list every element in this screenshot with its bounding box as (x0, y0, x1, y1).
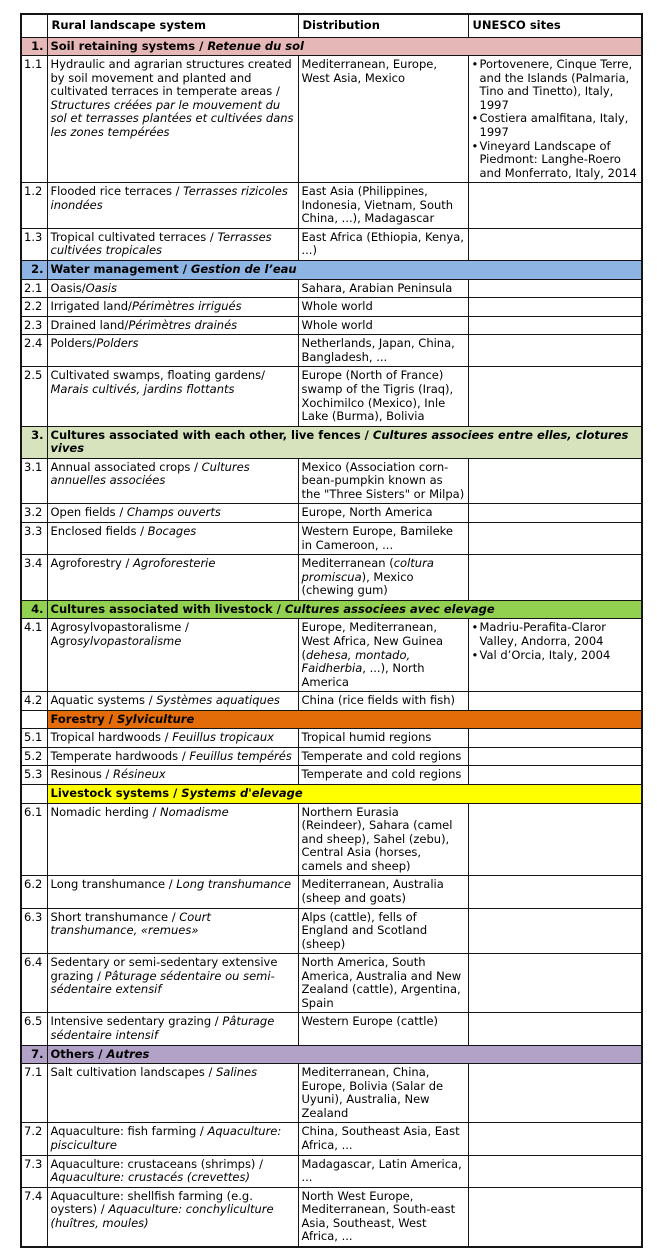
text-french: Pâturage sédentaire ou semi-sédentaire extensif (50, 968, 275, 997)
header-cell-unesco: UNESCO sites (468, 14, 642, 37)
system-cell (47, 766, 298, 785)
section-title-cell (47, 261, 642, 280)
text-french: Gestion de l’eau (190, 262, 297, 276)
text-french: Champs ouverts (126, 505, 221, 520)
distribution-cell (298, 1013, 468, 1045)
text-french: Feuillus tempérés (189, 748, 292, 763)
table-row (21, 1187, 642, 1247)
text-english: Oasis/ (50, 280, 86, 295)
table-row (21, 458, 642, 504)
table-row (21, 747, 642, 766)
text-french: Cultures annuelles associées (50, 459, 250, 488)
text-english: Forestry / (50, 711, 117, 726)
table-row (21, 954, 642, 1013)
table-row (21, 1013, 642, 1045)
unesco-cell (468, 1155, 642, 1187)
header-cell-number (21, 14, 47, 37)
table-row (21, 183, 642, 229)
system-cell (47, 1123, 298, 1155)
unesco-cell (468, 367, 642, 426)
text-english: Temperate and cold regions (301, 748, 462, 763)
text-english: Open fields / (50, 505, 127, 520)
unesco-cell (468, 1187, 642, 1247)
text-french: Systems d'elevage (181, 786, 303, 800)
text-english: Tropical hardwoods / (50, 730, 173, 745)
system-cell (47, 228, 298, 260)
row-number-cell: 7.2 (21, 1123, 47, 1155)
text-english: Cultivated swamps, floating gardens/ (50, 368, 266, 383)
text-french: Marais cultivés, jardins flottants (50, 381, 235, 396)
section-header-row (21, 785, 642, 804)
text-english: Mediterranean, Europe, West Asia, Mexico (301, 57, 437, 85)
text-english: , ...), North America (301, 661, 425, 689)
text-french: Périmètres drainés (128, 317, 238, 332)
text-french: Polders (96, 336, 139, 351)
row-number-cell: 6.4 (21, 954, 47, 1013)
text-english: ), Mexico (chewing gum) (301, 569, 414, 598)
system-cell (47, 555, 298, 601)
text-english: Europe, North America (301, 505, 433, 520)
row-number-cell: 5.1 (21, 729, 47, 748)
unesco-cell (468, 228, 642, 260)
text-english: Aquaculture: fish farming / (50, 1124, 208, 1139)
unesco-cell (468, 279, 642, 298)
unesco-cell (468, 1013, 642, 1045)
text-english: Irrigated land/ (50, 299, 132, 314)
row-number-cell: 6.5 (21, 1013, 47, 1045)
unesco-cell (468, 183, 642, 229)
unesco-cell (468, 803, 642, 876)
text-english: Agrosylvopastoralisme / Agro (50, 620, 189, 648)
row-number-cell: 1.2 (21, 183, 47, 229)
text-english: Temperate hardwoods / (50, 748, 190, 763)
text-french: Terrasses rizicoles inondées (50, 184, 288, 212)
system-cell (47, 335, 298, 367)
section-number-cell: 3. (21, 426, 47, 458)
text-english: China, Southeast Asia, East Africa, ... (301, 1124, 460, 1152)
section-header-row (21, 37, 642, 56)
distribution-cell (298, 523, 468, 555)
distribution-cell (298, 316, 468, 335)
system-cell (47, 908, 298, 954)
distribution-cell (298, 619, 468, 692)
row-number-cell: 6.1 (21, 803, 47, 876)
table-row (21, 504, 642, 523)
table-row (21, 228, 642, 260)
table-row (21, 876, 642, 908)
system-cell (47, 1187, 298, 1247)
table-row (21, 298, 642, 317)
text-french: Cultures associees entre elles, clotures vives (50, 427, 629, 456)
section-number-cell (21, 710, 47, 729)
text-english: Netherlands, Japan, China, Bangladesh, ... (301, 336, 455, 364)
section-title-cell (47, 710, 642, 729)
table-body (21, 37, 642, 1247)
text-french: Court transhumance, «remues» (50, 909, 211, 938)
section-number-cell: 1. (21, 37, 47, 56)
table-row (21, 1064, 642, 1123)
text-english: Livestock systems / (50, 786, 182, 800)
text-english: North America, South America, Australia and New Zealand (cattle), Argentina, Spain (301, 955, 462, 1010)
row-number-cell: 7.1 (21, 1064, 47, 1123)
text-english: Mediterranean, Australia (sheep and goats) (301, 877, 444, 905)
text-english: Hydraulic and agrarian structures created by soil movement and planted and cultivated terraces in temperate areas / (50, 57, 292, 99)
text-english: Mediterranean ( (301, 556, 394, 571)
row-number-cell: 4.1 (21, 619, 47, 692)
text-english: Water management / (50, 262, 191, 276)
text-french: Bocages (147, 524, 197, 538)
text-french: Agroforesterie (133, 556, 216, 571)
table-row (21, 1123, 642, 1155)
section-title-cell (47, 37, 642, 56)
distribution-cell (298, 1064, 468, 1123)
unesco-cell (468, 1064, 642, 1123)
row-number-cell: 6.2 (21, 876, 47, 908)
rural-landscape-table (20, 13, 643, 1248)
system-cell (47, 56, 298, 183)
text-english: Europe, Mediterranean, West Africa, New Guinea ( (301, 620, 444, 662)
text-english: Cultures associated with livestock / (50, 601, 285, 616)
text-english: Sedentary or semi-sedentary extensive grazing / (50, 955, 278, 983)
distribution-cell (298, 279, 468, 298)
text-english: Aquaculture: shellfish farming (e.g. oysters) / (50, 1188, 253, 1217)
text-french: sylvopastoralisme (77, 633, 182, 648)
section-title-cell (47, 785, 642, 804)
row-number-cell: 3.4 (21, 555, 47, 601)
text-english: Annual associated crops / (50, 459, 202, 474)
table-row (21, 279, 642, 298)
header-cell-distribution: Distribution (298, 14, 468, 37)
table-row (21, 766, 642, 785)
distribution-cell (298, 1123, 468, 1155)
text-french: Nomadisme (160, 804, 229, 819)
bullet-icon: • (471, 620, 479, 635)
bullet-icon: • (471, 111, 479, 126)
distribution-cell (298, 183, 468, 229)
text-english: Alps (cattle), fells of England and Scotland (sheep) (301, 909, 428, 951)
row-number-cell: 2.3 (21, 316, 47, 335)
text-english: North West Europe, Mediterranean, South-east Asia, Southeast, West Africa, ... (301, 1188, 456, 1244)
distribution-cell (298, 298, 468, 317)
row-number-cell: 7.3 (21, 1155, 47, 1187)
unesco-site-item (472, 140, 639, 181)
section-title-cell (47, 426, 642, 458)
unesco-cell (468, 316, 642, 335)
text-french: Périmètres irrigués (131, 299, 242, 314)
text-english: Short transhumance / (50, 909, 180, 924)
row-number-cell: 7.4 (21, 1187, 47, 1247)
system-cell (47, 458, 298, 504)
distribution-cell (298, 876, 468, 908)
text-french: Structures créées par le mouvement du sol et terrasses plantées et cultivées dans les zones tempérées (50, 97, 294, 139)
section-header-row (21, 426, 642, 458)
system-cell (47, 1064, 298, 1123)
unesco-site-item (472, 649, 639, 663)
row-number-cell: 2.1 (21, 279, 47, 298)
unesco-cell (468, 908, 642, 954)
distribution-cell (298, 56, 468, 183)
text-english: Whole world (301, 299, 373, 314)
text-french: Aquaculture: crustacés (crevettes) (50, 1170, 250, 1185)
text-french: Pâturage sédentaire intensif (50, 1014, 275, 1042)
system-cell (47, 279, 298, 298)
text-french: coltura promiscua (301, 556, 434, 584)
text-english: Cultures associated with each other, live fences / (50, 427, 373, 442)
unesco-site-text: Madriu-Perafita-Claror Valley, Andorra, 2004 (479, 620, 606, 648)
row-number-cell: 3.2 (21, 504, 47, 523)
text-english: Salt cultivation landscapes / (50, 1065, 216, 1080)
distribution-cell (298, 766, 468, 785)
unesco-cell (468, 766, 642, 785)
text-french: Sylviculture (116, 711, 195, 726)
table-row (21, 367, 642, 426)
section-header-row (21, 710, 642, 729)
distribution-cell (298, 228, 468, 260)
unesco-cell (468, 56, 642, 183)
text-french: dehesa, montado, Faidherbia (301, 647, 411, 676)
system-cell (47, 1013, 298, 1045)
system-cell (47, 316, 298, 335)
row-number-cell: 3.1 (21, 458, 47, 504)
table-row (21, 908, 642, 954)
text-french: Aquaculture: conchyliculture (huîtres, moules) (50, 1202, 274, 1230)
text-english: Aquatic systems / (50, 693, 157, 708)
distribution-cell (298, 1187, 468, 1247)
distribution-cell (298, 954, 468, 1013)
text-english: Madagascar, Latin America, ... (301, 1156, 462, 1185)
table-row (21, 692, 642, 711)
text-english: East Africa (Ethiopia, Kenya, ...) (301, 229, 464, 258)
text-english: Mediterranean, China, Europe, Bolivia (Salar de Uyuni), Australia, New Zealand (301, 1065, 444, 1120)
system-cell (47, 298, 298, 317)
distribution-cell (298, 729, 468, 748)
header-row (21, 14, 642, 37)
text-english: Polders/ (50, 336, 97, 351)
unesco-cell (468, 954, 642, 1013)
header-cell-system: Rural landscape system (47, 14, 298, 37)
row-number-cell: 2.5 (21, 367, 47, 426)
text-english: Mexico (Association corn-bean-pumpkin known as the "Three Sisters" or Milpa) (301, 459, 465, 501)
row-number-cell: 4.2 (21, 692, 47, 711)
row-number-cell: 2.4 (21, 335, 47, 367)
distribution-cell (298, 1155, 468, 1187)
distribution-cell (298, 504, 468, 523)
text-english: Soil retaining systems / (50, 38, 208, 53)
system-cell (47, 523, 298, 555)
text-english: Flooded rice terraces / (50, 184, 184, 199)
unesco-site-item (472, 621, 639, 648)
unesco-site-text: Vineyard Landscape of Piedmont: Langhe-Roero and Monferrato, Italy, 2014 (479, 138, 637, 180)
unesco-cell (468, 504, 642, 523)
section-header-row (21, 600, 642, 619)
text-french: Résineux (113, 767, 166, 782)
table-row (21, 316, 642, 335)
section-number-cell (21, 785, 47, 804)
system-cell (47, 692, 298, 711)
text-french: Long transhumance (176, 877, 292, 892)
section-number-cell: 7. (21, 1045, 47, 1064)
text-english: Nomadic herding / (50, 804, 161, 819)
system-cell (47, 367, 298, 426)
system-cell (47, 729, 298, 748)
unesco-site-text: Costiera amalfitana, Italy, 1997 (479, 111, 629, 139)
table-row (21, 335, 642, 367)
text-french: Salines (216, 1065, 258, 1080)
system-cell (47, 1155, 298, 1187)
text-english: Enclosed fields / (50, 524, 148, 538)
text-english: Resinous / (50, 767, 114, 782)
text-english: Aquaculture: crustaceans (shrimps) / (50, 1156, 263, 1171)
unesco-cell (468, 747, 642, 766)
text-french: Retenue du sol (207, 38, 304, 53)
row-number-cell: 6.3 (21, 908, 47, 954)
system-cell (47, 504, 298, 523)
text-english: Others / (50, 1046, 107, 1061)
system-cell (47, 619, 298, 692)
row-number-cell: 1.1 (21, 56, 47, 183)
row-number-cell: 2.2 (21, 298, 47, 317)
unesco-cell (468, 335, 642, 367)
distribution-cell (298, 458, 468, 504)
row-number-cell: 1.3 (21, 228, 47, 260)
text-english: Temperate and cold regions (301, 767, 462, 782)
text-french: Terrasses cultivées tropicales (50, 229, 272, 258)
unesco-site-text: Val d’Orcia, Italy, 2004 (479, 647, 611, 662)
text-french: Oasis (85, 280, 117, 295)
section-title-cell (47, 1045, 642, 1064)
bullet-icon: • (471, 138, 479, 153)
row-number-cell: 5.3 (21, 766, 47, 785)
system-cell (47, 183, 298, 229)
unesco-cell (468, 1123, 642, 1155)
text-english: Western Europe, Bamileke in Cameroon, ... (301, 524, 453, 552)
unesco-site-item (472, 112, 639, 139)
unesco-cell (468, 523, 642, 555)
section-number-cell: 2. (21, 261, 47, 280)
text-english: Tropical cultivated terraces / (50, 229, 218, 244)
text-french: Feuillus tropicaux (172, 730, 274, 745)
section-title-cell (47, 600, 642, 619)
unesco-cell (468, 555, 642, 601)
bullet-icon: • (471, 57, 479, 72)
bullet-icon: • (471, 647, 479, 662)
text-english: Long transhumance / (50, 877, 177, 892)
section-number-cell: 4. (21, 600, 47, 619)
system-cell (47, 954, 298, 1013)
text-french: Aquaculture: pisciculture (50, 1124, 282, 1152)
table-row (21, 803, 642, 876)
system-cell (47, 876, 298, 908)
text-english: Agroforestry / (50, 556, 134, 571)
row-number-cell: 5.2 (21, 747, 47, 766)
row-number-cell: 3.3 (21, 523, 47, 555)
text-english: Northern Eurasia (Reindeer), Sahara (camel and sheep), Sahel (zebu), Central Asia (horses, camels and sheep) (301, 804, 453, 873)
text-english: Intensive sedentary grazing / (50, 1014, 223, 1029)
distribution-cell (298, 555, 468, 601)
text-french: Cultures associees avec elevage (284, 601, 495, 616)
text-english: Sahara, Arabian Peninsula (301, 280, 453, 295)
unesco-cell (468, 692, 642, 711)
distribution-cell (298, 335, 468, 367)
section-header-row (21, 1045, 642, 1064)
distribution-cell (298, 367, 468, 426)
table-row (21, 619, 642, 692)
unesco-cell (468, 298, 642, 317)
table-row (21, 1155, 642, 1187)
text-french: Systèmes aquatiques (156, 693, 280, 708)
text-english: China (rice fields with fish) (301, 693, 455, 708)
distribution-cell (298, 803, 468, 876)
table-row (21, 56, 642, 183)
unesco-cell (468, 729, 642, 748)
distribution-cell (298, 908, 468, 954)
unesco-cell (468, 619, 642, 692)
table-row (21, 729, 642, 748)
section-header-row (21, 261, 642, 280)
text-english: Drained land/ (50, 317, 129, 332)
system-cell (47, 747, 298, 766)
distribution-cell (298, 692, 468, 711)
text-french: Autres (106, 1046, 150, 1061)
text-english: Europe (North of France) swamp of the Tigris (Iraq), Xochimilco (Mexico), Inle Lake (Burma), Bolivia (301, 368, 454, 424)
unesco-site-text: Portovenere, Cinque Terre, and the Islands (Palmaria, Tino and Tinetto), Italy, 1997 (479, 57, 633, 112)
text-english: Western Europe (cattle) (301, 1014, 439, 1029)
text-english: Tropical humid regions (301, 730, 432, 745)
table-row (21, 523, 642, 555)
unesco-cell (468, 458, 642, 504)
system-cell (47, 803, 298, 876)
table-row (21, 555, 642, 601)
unesco-cell (468, 876, 642, 908)
distribution-cell (298, 747, 468, 766)
text-english: Whole world (301, 317, 373, 332)
text-english: East Asia (Philippines, Indonesia, Vietnam, South China, ...), Madagascar (301, 184, 454, 226)
unesco-site-item (472, 58, 639, 112)
